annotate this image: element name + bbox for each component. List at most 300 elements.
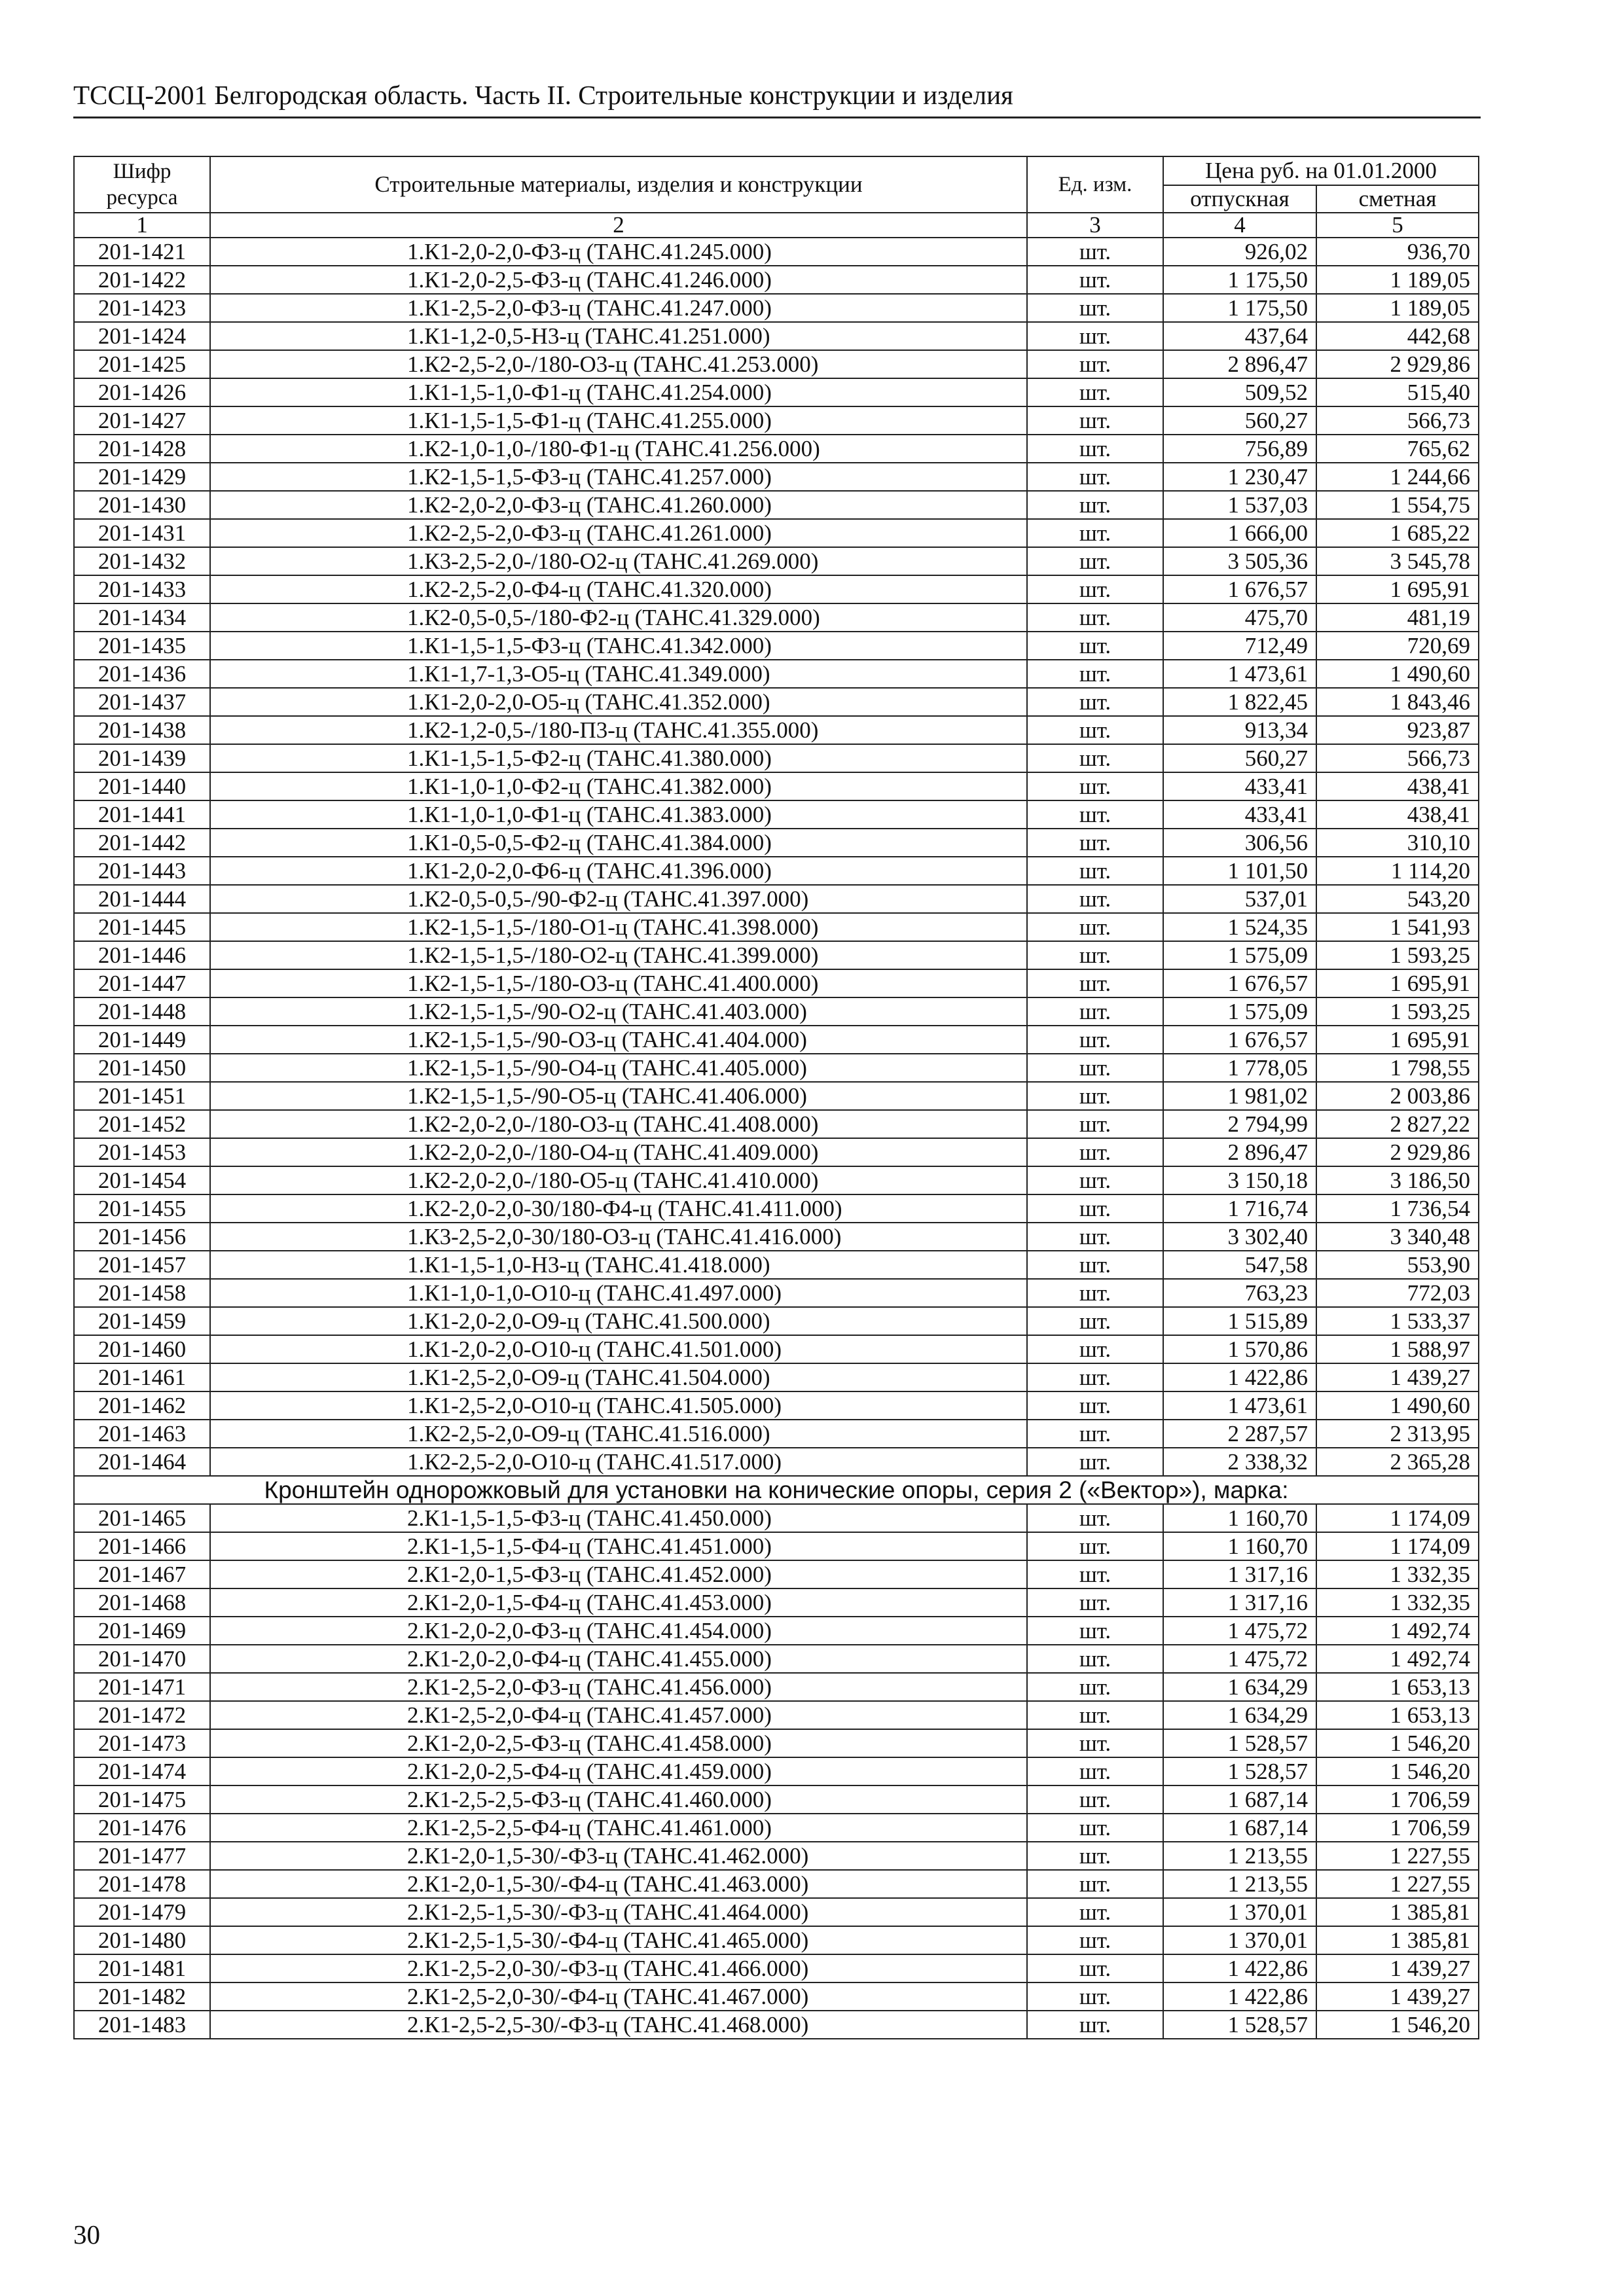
cell-name: 1.К2-1,5-1,5-/180-О3-ц (ТАНС.41.400.000) xyxy=(210,969,1027,997)
cell-price-release: 1 716,74 xyxy=(1163,1194,1316,1223)
cell-price-release: 1 575,09 xyxy=(1163,997,1316,1026)
cell-unit: шт. xyxy=(1027,913,1163,941)
cell-code: 201-1421 xyxy=(74,238,210,266)
cell-unit: шт. xyxy=(1027,435,1163,463)
cell-name: 1.К1-1,5-1,0-Н3-ц (ТАНС.41.418.000) xyxy=(210,1251,1027,1279)
cell-unit: шт. xyxy=(1027,575,1163,603)
table-row xyxy=(74,1560,1479,1588)
cell-unit: шт. xyxy=(1027,1335,1163,1363)
table-row xyxy=(74,1504,1479,1532)
cell-code: 201-1461 xyxy=(74,1363,210,1391)
cell-price-estimate: 3 545,78 xyxy=(1316,547,1479,575)
table-row xyxy=(74,660,1479,688)
table-row xyxy=(74,1814,1479,1842)
cell-unit: шт. xyxy=(1027,716,1163,744)
cell-code: 201-1462 xyxy=(74,1391,210,1420)
cell-price-estimate: 1 439,27 xyxy=(1316,1982,1479,2011)
col-header-release: отпускная xyxy=(1163,185,1316,213)
table-row xyxy=(74,1448,1479,1476)
cell-unit: шт. xyxy=(1027,1701,1163,1729)
cell-code: 201-1471 xyxy=(74,1673,210,1701)
cell-name: 2.К1-2,0-2,0-Ф4-ц (ТАНС.41.455.000) xyxy=(210,1645,1027,1673)
cell-name: 1.К2-1,5-1,5-/90-О2-ц (ТАНС.41.403.000) xyxy=(210,997,1027,1026)
cell-code: 201-1426 xyxy=(74,378,210,406)
cell-code: 201-1474 xyxy=(74,1757,210,1785)
cell-price-release: 1 422,86 xyxy=(1163,1954,1316,1982)
column-number: 3 xyxy=(1027,213,1163,238)
table-row xyxy=(74,575,1479,603)
cell-price-estimate: 1 706,59 xyxy=(1316,1785,1479,1814)
cell-code: 201-1472 xyxy=(74,1701,210,1729)
table-row xyxy=(74,1251,1479,1279)
cell-unit: шт. xyxy=(1027,1926,1163,1954)
page-number: 30 xyxy=(73,2219,100,2250)
cell-price-release: 1 570,86 xyxy=(1163,1335,1316,1363)
cell-price-estimate: 1 332,35 xyxy=(1316,1588,1479,1617)
cell-price-release: 1 822,45 xyxy=(1163,688,1316,716)
table-row xyxy=(74,1898,1479,1926)
cell-price-release: 1 317,16 xyxy=(1163,1588,1316,1617)
table-row xyxy=(74,857,1479,885)
cell-unit: шт. xyxy=(1027,1363,1163,1391)
column-number: 2 xyxy=(210,213,1027,238)
cell-price-release: 1 370,01 xyxy=(1163,1898,1316,1926)
cell-name: 2.К1-2,0-2,5-Ф3-ц (ТАНС.41.458.000) xyxy=(210,1729,1027,1757)
cell-price-estimate: 2 929,86 xyxy=(1316,350,1479,378)
cell-code: 201-1476 xyxy=(74,1814,210,1842)
cell-code: 201-1473 xyxy=(74,1729,210,1757)
col-header-code: Шифр ресурса xyxy=(74,156,210,213)
table-row xyxy=(74,1645,1479,1673)
table-row xyxy=(74,1617,1479,1645)
cell-price-release: 1 422,86 xyxy=(1163,1982,1316,2011)
cell-price-estimate: 553,90 xyxy=(1316,1251,1479,1279)
cell-price-estimate: 1 189,05 xyxy=(1316,266,1479,294)
cell-code: 201-1450 xyxy=(74,1054,210,1082)
cell-price-estimate: 310,10 xyxy=(1316,829,1479,857)
cell-code: 201-1469 xyxy=(74,1617,210,1645)
cell-price-estimate: 1 695,91 xyxy=(1316,969,1479,997)
table-row xyxy=(74,716,1479,744)
cell-code: 201-1435 xyxy=(74,632,210,660)
cell-price-release: 1 575,09 xyxy=(1163,941,1316,969)
cell-name: 1.К2-1,5-1,5-/180-О1-ц (ТАНС.41.398.000) xyxy=(210,913,1027,941)
cell-name: 1.К2-2,5-2,0-Ф3-ц (ТАНС.41.261.000) xyxy=(210,519,1027,547)
cell-price-release: 437,64 xyxy=(1163,322,1316,350)
cell-code: 201-1464 xyxy=(74,1448,210,1476)
table-row xyxy=(74,1842,1479,1870)
cell-price-release: 509,52 xyxy=(1163,378,1316,406)
cell-price-estimate: 1 695,91 xyxy=(1316,1026,1479,1054)
cell-price-estimate: 1 546,20 xyxy=(1316,1729,1479,1757)
cell-unit: шт. xyxy=(1027,463,1163,491)
table-row xyxy=(74,406,1479,435)
cell-code: 201-1468 xyxy=(74,1588,210,1617)
section-title: Кронштейн однорожковый для установки на конические опоры, серия 2 («Вектор»), марка: xyxy=(74,1476,1479,1504)
cell-name: 1.К1-0,5-0,5-Ф2-ц (ТАНС.41.384.000) xyxy=(210,829,1027,857)
table-row xyxy=(74,800,1479,829)
cell-code: 201-1456 xyxy=(74,1223,210,1251)
cell-price-estimate: 442,68 xyxy=(1316,322,1479,350)
cell-price-release: 1 213,55 xyxy=(1163,1870,1316,1898)
cell-code: 201-1438 xyxy=(74,716,210,744)
cell-price-estimate: 1 706,59 xyxy=(1316,1814,1479,1842)
cell-unit: шт. xyxy=(1027,294,1163,322)
column-number: 1 xyxy=(74,213,210,238)
cell-price-release: 560,27 xyxy=(1163,744,1316,772)
cell-price-estimate: 720,69 xyxy=(1316,632,1479,660)
cell-name: 2.К1-2,5-2,0-30/-Ф4-ц (ТАНС.41.467.000) xyxy=(210,1982,1027,2011)
cell-price-release: 1 528,57 xyxy=(1163,2011,1316,2039)
cell-unit: шт. xyxy=(1027,1645,1163,1673)
cell-unit: шт. xyxy=(1027,1082,1163,1110)
cell-name: 2.К1-2,5-2,0-Ф4-ц (ТАНС.41.457.000) xyxy=(210,1701,1027,1729)
cell-price-release: 1 473,61 xyxy=(1163,1391,1316,1420)
cell-code: 201-1425 xyxy=(74,350,210,378)
cell-price-estimate: 566,73 xyxy=(1316,406,1479,435)
cell-code: 201-1467 xyxy=(74,1560,210,1588)
cell-code: 201-1437 xyxy=(74,688,210,716)
cell-code: 201-1460 xyxy=(74,1335,210,1363)
cell-unit: шт. xyxy=(1027,378,1163,406)
cell-price-estimate: 1 588,97 xyxy=(1316,1335,1479,1363)
cell-name: 1.К1-1,5-1,5-Ф3-ц (ТАНС.41.342.000) xyxy=(210,632,1027,660)
cell-price-estimate: 1 385,81 xyxy=(1316,1898,1479,1926)
cell-name: 2.К1-2,5-2,0-30/-Ф3-ц (ТАНС.41.466.000) xyxy=(210,1954,1027,1982)
table-row xyxy=(74,1194,1479,1223)
table-row xyxy=(74,913,1479,941)
cell-name: 2.К1-2,0-2,0-Ф3-ц (ТАНС.41.454.000) xyxy=(210,1617,1027,1645)
cell-name: 1.К1-1,7-1,3-О5-ц (ТАНС.41.349.000) xyxy=(210,660,1027,688)
cell-unit: шт. xyxy=(1027,350,1163,378)
table-row xyxy=(74,1166,1479,1194)
cell-name: 1.К1-2,0-2,5-Ф3-ц (ТАНС.41.246.000) xyxy=(210,266,1027,294)
cell-code: 201-1430 xyxy=(74,491,210,519)
column-number-row xyxy=(74,213,1479,238)
cell-price-estimate: 1 492,74 xyxy=(1316,1617,1479,1645)
cell-unit: шт. xyxy=(1027,1166,1163,1194)
cell-code: 201-1434 xyxy=(74,603,210,632)
cell-unit: шт. xyxy=(1027,997,1163,1026)
cell-unit: шт. xyxy=(1027,969,1163,997)
cell-price-estimate: 923,87 xyxy=(1316,716,1479,744)
cell-price-estimate: 1 653,13 xyxy=(1316,1673,1479,1701)
cell-name: 1.К2-2,0-2,0-/180-О3-ц (ТАНС.41.408.000) xyxy=(210,1110,1027,1138)
cell-price-estimate: 1 736,54 xyxy=(1316,1194,1479,1223)
cell-name: 2.К1-2,5-2,0-Ф3-ц (ТАНС.41.456.000) xyxy=(210,1673,1027,1701)
table-row xyxy=(74,350,1479,378)
cell-price-release: 1 666,00 xyxy=(1163,519,1316,547)
cell-price-release: 433,41 xyxy=(1163,800,1316,829)
table-row xyxy=(74,1926,1479,1954)
cell-code: 201-1466 xyxy=(74,1532,210,1560)
table-row xyxy=(74,1729,1479,1757)
cell-name: 1.К2-1,5-1,5-/90-О4-ц (ТАНС.41.405.000) xyxy=(210,1054,1027,1082)
cell-price-release: 3 302,40 xyxy=(1163,1223,1316,1251)
cell-name: 2.К1-1,5-1,5-Ф3-ц (ТАНС.41.450.000) xyxy=(210,1504,1027,1532)
cell-price-estimate: 1 439,27 xyxy=(1316,1363,1479,1391)
cell-price-release: 1 160,70 xyxy=(1163,1532,1316,1560)
cell-name: 1.К2-2,0-2,0-Ф3-ц (ТАНС.41.260.000) xyxy=(210,491,1027,519)
cell-unit: шт. xyxy=(1027,1391,1163,1420)
cell-price-release: 1 160,70 xyxy=(1163,1504,1316,1532)
cell-price-release: 926,02 xyxy=(1163,238,1316,266)
cell-unit: шт. xyxy=(1027,603,1163,632)
cell-name: 1.К2-2,0-2,0-/180-О4-ц (ТАНС.41.409.000) xyxy=(210,1138,1027,1166)
table-row xyxy=(74,1307,1479,1335)
cell-price-estimate: 1 492,74 xyxy=(1316,1645,1479,1673)
cell-code: 201-1422 xyxy=(74,266,210,294)
table-row xyxy=(74,688,1479,716)
cell-code: 201-1480 xyxy=(74,1926,210,1954)
cell-price-estimate: 543,20 xyxy=(1316,885,1479,913)
cell-price-estimate: 1 593,25 xyxy=(1316,941,1479,969)
section-row xyxy=(74,1476,1479,1504)
cell-name: 1.К1-2,0-2,0-О9-ц (ТАНС.41.500.000) xyxy=(210,1307,1027,1335)
col-header-name: Строительные материалы, изделия и конструкции xyxy=(210,156,1027,213)
cell-unit: шт. xyxy=(1027,1673,1163,1701)
cell-price-estimate: 2 827,22 xyxy=(1316,1110,1479,1138)
cell-name: 1.К2-0,5-0,5-/180-Ф2-ц (ТАНС.41.329.000) xyxy=(210,603,1027,632)
price-table-head xyxy=(74,156,1479,238)
cell-unit: шт. xyxy=(1027,1757,1163,1785)
cell-price-release: 1 778,05 xyxy=(1163,1054,1316,1082)
cell-code: 201-1452 xyxy=(74,1110,210,1138)
cell-code: 201-1453 xyxy=(74,1138,210,1166)
cell-price-estimate: 772,03 xyxy=(1316,1279,1479,1307)
cell-price-estimate: 1 439,27 xyxy=(1316,1954,1479,1982)
cell-price-estimate: 1 546,20 xyxy=(1316,1757,1479,1785)
cell-price-release: 1 687,14 xyxy=(1163,1785,1316,1814)
cell-price-estimate: 3 340,48 xyxy=(1316,1223,1479,1251)
cell-unit: шт. xyxy=(1027,941,1163,969)
cell-price-release: 1 676,57 xyxy=(1163,969,1316,997)
table-row xyxy=(74,1363,1479,1391)
cell-code: 201-1479 xyxy=(74,1898,210,1926)
table-row xyxy=(74,1026,1479,1054)
cell-price-release: 763,23 xyxy=(1163,1279,1316,1307)
cell-price-estimate: 1 490,60 xyxy=(1316,1391,1479,1420)
table-row xyxy=(74,603,1479,632)
cell-price-release: 712,49 xyxy=(1163,632,1316,660)
table-row xyxy=(74,491,1479,519)
table-row xyxy=(74,1588,1479,1617)
cell-price-release: 2 896,47 xyxy=(1163,1138,1316,1166)
page-header-title: ТССЦ-2001 Белгородская область. Часть II. Строительные конструкции и изделия xyxy=(73,80,1013,110)
cell-name: 1.К1-1,0-1,0-О10-ц (ТАНС.41.497.000) xyxy=(210,1279,1027,1307)
table-row xyxy=(74,238,1479,266)
col-header-estimate: сметная xyxy=(1316,185,1479,213)
cell-price-release: 1 473,61 xyxy=(1163,660,1316,688)
cell-code: 201-1481 xyxy=(74,1954,210,1982)
cell-price-release: 1 475,72 xyxy=(1163,1617,1316,1645)
cell-code: 201-1440 xyxy=(74,772,210,800)
cell-name: 1.К2-1,5-1,5-/180-О2-ц (ТАНС.41.399.000) xyxy=(210,941,1027,969)
cell-unit: шт. xyxy=(1027,1814,1163,1842)
cell-name: 2.К1-2,0-1,5-30/-Ф3-ц (ТАНС.41.462.000) xyxy=(210,1842,1027,1870)
cell-price-release: 3 150,18 xyxy=(1163,1166,1316,1194)
table-row xyxy=(74,829,1479,857)
cell-unit: шт. xyxy=(1027,491,1163,519)
cell-price-release: 1 422,86 xyxy=(1163,1363,1316,1391)
cell-price-release: 2 287,57 xyxy=(1163,1420,1316,1448)
cell-price-estimate: 1 174,09 xyxy=(1316,1532,1479,1560)
cell-price-release: 1 537,03 xyxy=(1163,491,1316,519)
cell-unit: шт. xyxy=(1027,1532,1163,1560)
cell-unit: шт. xyxy=(1027,1842,1163,1870)
cell-price-release: 1 317,16 xyxy=(1163,1560,1316,1588)
table-row xyxy=(74,435,1479,463)
cell-unit: шт. xyxy=(1027,885,1163,913)
cell-code: 201-1447 xyxy=(74,969,210,997)
cell-unit: шт. xyxy=(1027,1251,1163,1279)
cell-price-release: 1 475,72 xyxy=(1163,1645,1316,1673)
cell-unit: шт. xyxy=(1027,800,1163,829)
table-row xyxy=(74,969,1479,997)
cell-price-release: 1 101,50 xyxy=(1163,857,1316,885)
table-row xyxy=(74,1673,1479,1701)
cell-code: 201-1445 xyxy=(74,913,210,941)
column-number: 5 xyxy=(1316,213,1479,238)
cell-name: 1.К1-2,5-2,0-О9-ц (ТАНС.41.504.000) xyxy=(210,1363,1027,1391)
table-row xyxy=(74,266,1479,294)
cell-price-release: 1 175,50 xyxy=(1163,294,1316,322)
table-row xyxy=(74,1757,1479,1785)
cell-unit: шт. xyxy=(1027,1785,1163,1814)
column-number: 4 xyxy=(1163,213,1316,238)
cell-price-release: 1 634,29 xyxy=(1163,1701,1316,1729)
cell-unit: шт. xyxy=(1027,519,1163,547)
cell-price-release: 1 370,01 xyxy=(1163,1926,1316,1954)
cell-unit: шт. xyxy=(1027,238,1163,266)
cell-code: 201-1451 xyxy=(74,1082,210,1110)
cell-name: 1.К3-2,5-2,0-/180-О2-ц (ТАНС.41.269.000) xyxy=(210,547,1027,575)
cell-code: 201-1465 xyxy=(74,1504,210,1532)
table-row xyxy=(74,1391,1479,1420)
table-row xyxy=(74,1701,1479,1729)
cell-name: 1.К1-1,5-1,5-Ф1-ц (ТАНС.41.255.000) xyxy=(210,406,1027,435)
cell-unit: шт. xyxy=(1027,547,1163,575)
cell-code: 201-1458 xyxy=(74,1279,210,1307)
cell-code: 201-1431 xyxy=(74,519,210,547)
cell-unit: шт. xyxy=(1027,1307,1163,1335)
cell-name: 1.К2-1,2-0,5-/180-П3-ц (ТАНС.41.355.000) xyxy=(210,716,1027,744)
col-header-unit: Ед. изм. xyxy=(1027,156,1163,213)
cell-name: 1.К2-1,5-1,5-/90-О5-ц (ТАНС.41.406.000) xyxy=(210,1082,1027,1110)
cell-name: 1.К2-2,5-2,0-Ф4-ц (ТАНС.41.320.000) xyxy=(210,575,1027,603)
cell-price-estimate: 1 332,35 xyxy=(1316,1560,1479,1588)
cell-name: 1.К1-1,5-1,0-Ф1-ц (ТАНС.41.254.000) xyxy=(210,378,1027,406)
cell-unit: шт. xyxy=(1027,1110,1163,1138)
cell-code: 201-1459 xyxy=(74,1307,210,1335)
cell-code: 201-1483 xyxy=(74,2011,210,2039)
cell-price-estimate: 1 385,81 xyxy=(1316,1926,1479,1954)
cell-code: 201-1482 xyxy=(74,1982,210,2011)
cell-name: 2.К1-2,5-1,5-30/-Ф4-ц (ТАНС.41.465.000) xyxy=(210,1926,1027,1954)
cell-name: 1.К1-1,0-1,0-Ф1-ц (ТАНС.41.383.000) xyxy=(210,800,1027,829)
cell-name: 1.К1-2,5-2,0-Ф3-ц (ТАНС.41.247.000) xyxy=(210,294,1027,322)
cell-price-release: 1 634,29 xyxy=(1163,1673,1316,1701)
cell-code: 201-1475 xyxy=(74,1785,210,1814)
cell-unit: шт. xyxy=(1027,1898,1163,1926)
cell-name: 1.К1-1,2-0,5-Н3-ц (ТАНС.41.251.000) xyxy=(210,322,1027,350)
cell-unit: шт. xyxy=(1027,2011,1163,2039)
cell-unit: шт. xyxy=(1027,1954,1163,1982)
table-row xyxy=(74,1279,1479,1307)
cell-name: 2.К1-2,5-2,5-Ф4-ц (ТАНС.41.461.000) xyxy=(210,1814,1027,1842)
cell-price-release: 475,70 xyxy=(1163,603,1316,632)
cell-code: 201-1443 xyxy=(74,857,210,885)
cell-code: 201-1436 xyxy=(74,660,210,688)
cell-code: 201-1444 xyxy=(74,885,210,913)
cell-unit: шт. xyxy=(1027,1870,1163,1898)
cell-price-estimate: 1 541,93 xyxy=(1316,913,1479,941)
cell-code: 201-1432 xyxy=(74,547,210,575)
cell-code: 201-1442 xyxy=(74,829,210,857)
cell-name: 1.К1-2,0-2,0-О10-ц (ТАНС.41.501.000) xyxy=(210,1335,1027,1363)
cell-price-estimate: 765,62 xyxy=(1316,435,1479,463)
cell-unit: шт. xyxy=(1027,857,1163,885)
cell-name: 1.К2-2,5-2,0-О10-ц (ТАНС.41.517.000) xyxy=(210,1448,1027,1476)
table-row xyxy=(74,294,1479,322)
cell-price-release: 306,56 xyxy=(1163,829,1316,857)
table-row xyxy=(74,744,1479,772)
cell-price-estimate: 1 798,55 xyxy=(1316,1054,1479,1082)
cell-price-estimate: 1 533,37 xyxy=(1316,1307,1479,1335)
table-row xyxy=(74,1054,1479,1082)
cell-code: 201-1454 xyxy=(74,1166,210,1194)
cell-price-estimate: 1 653,13 xyxy=(1316,1701,1479,1729)
cell-code: 201-1439 xyxy=(74,744,210,772)
cell-price-estimate: 1 114,20 xyxy=(1316,857,1479,885)
cell-price-release: 913,34 xyxy=(1163,716,1316,744)
cell-code: 201-1470 xyxy=(74,1645,210,1673)
cell-unit: шт. xyxy=(1027,744,1163,772)
cell-unit: шт. xyxy=(1027,322,1163,350)
table-row xyxy=(74,463,1479,491)
table-row xyxy=(74,885,1479,913)
cell-unit: шт. xyxy=(1027,660,1163,688)
price-table xyxy=(73,156,1479,2039)
cell-name: 1.К1-1,0-1,0-Ф2-ц (ТАНС.41.382.000) xyxy=(210,772,1027,800)
table-row xyxy=(74,1110,1479,1138)
cell-unit: шт. xyxy=(1027,1054,1163,1082)
table-row xyxy=(74,941,1479,969)
cell-unit: шт. xyxy=(1027,829,1163,857)
cell-price-release: 1 528,57 xyxy=(1163,1729,1316,1757)
cell-unit: шт. xyxy=(1027,1279,1163,1307)
table-row xyxy=(74,997,1479,1026)
cell-price-estimate: 936,70 xyxy=(1316,238,1479,266)
cell-price-release: 1 676,57 xyxy=(1163,575,1316,603)
cell-price-estimate: 3 186,50 xyxy=(1316,1166,1479,1194)
cell-price-estimate: 481,19 xyxy=(1316,603,1479,632)
cell-unit: шт. xyxy=(1027,1026,1163,1054)
cell-code: 201-1463 xyxy=(74,1420,210,1448)
table-row xyxy=(74,772,1479,800)
cell-name: 2.К1-2,0-2,5-Ф4-ц (ТАНС.41.459.000) xyxy=(210,1757,1027,1785)
col-header-price: Цена руб. на 01.01.2000 xyxy=(1163,156,1479,185)
cell-unit: шт. xyxy=(1027,266,1163,294)
cell-price-release: 1 230,47 xyxy=(1163,463,1316,491)
cell-name: 1.К2-2,5-2,0-/180-О3-ц (ТАНС.41.253.000) xyxy=(210,350,1027,378)
cell-code: 201-1446 xyxy=(74,941,210,969)
cell-name: 1.К2-1,0-1,0-/180-Ф1-ц (ТАНС.41.256.000) xyxy=(210,435,1027,463)
cell-price-release: 547,58 xyxy=(1163,1251,1316,1279)
cell-price-estimate: 1 227,55 xyxy=(1316,1870,1479,1898)
cell-price-release: 1 515,89 xyxy=(1163,1307,1316,1335)
cell-price-release: 1 175,50 xyxy=(1163,266,1316,294)
